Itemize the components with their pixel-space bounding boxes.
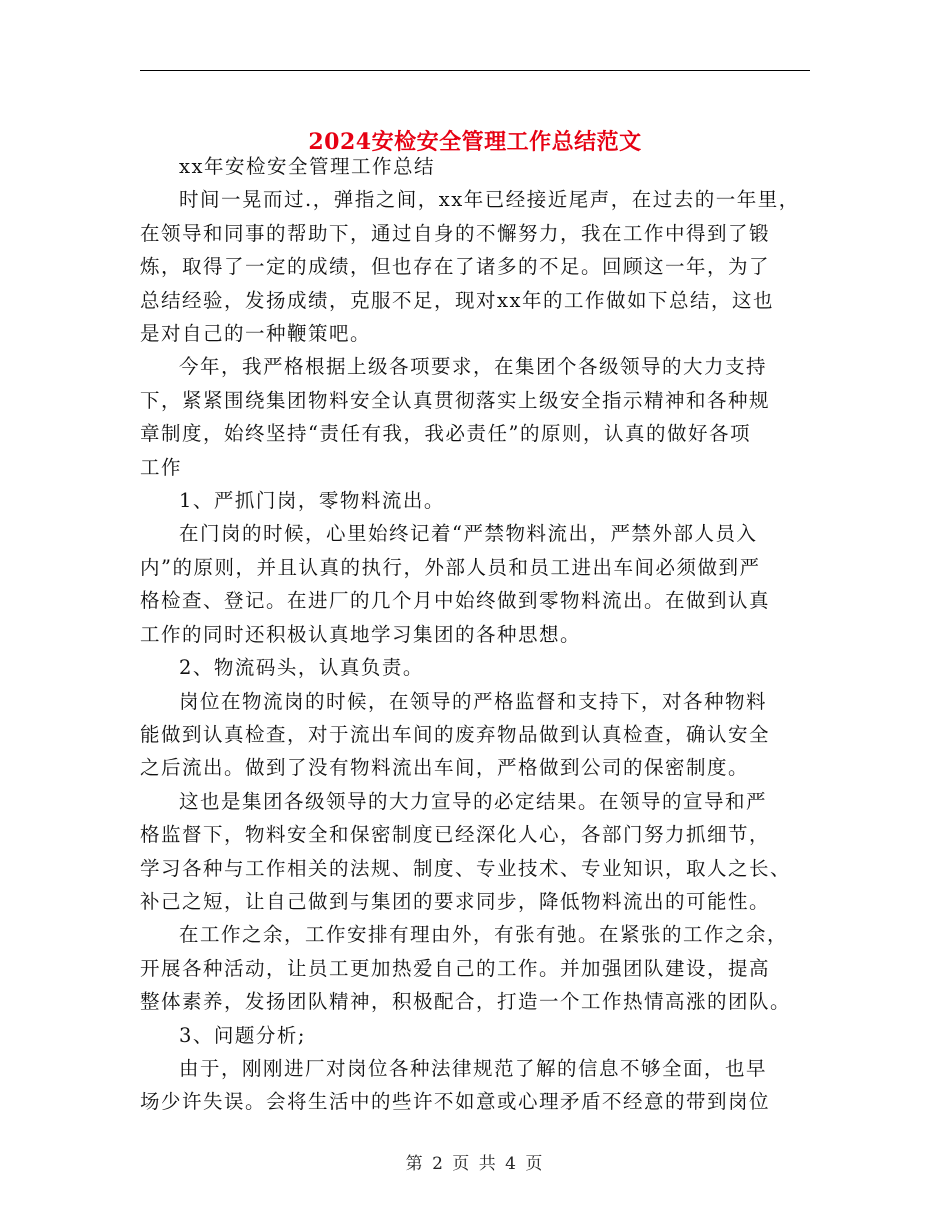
header-rule xyxy=(140,70,810,71)
page-number-footer: 第 2 页 共 4 页 xyxy=(405,1154,545,1174)
overview-paragraph: 今年，我严格根据上级各项要求，在集团个各级领导的大力支持 下，紧紧围绕集团物料安全认真贯彻落实上级安全指示精神和各种规 章制度，始终坚持“责任有我，我必责任”的原则，认真的做好各项 工作 xyxy=(140,355,771,479)
intro-paragraph: 时间一晃而过.，弹指之间，xx年已经接近尾声，在过去的一年里， 在领导和同事的帮助下，通过自身的不懈努力，我在工作中得到了锻 炼，取得了一定的成绩，但也存在了诸多的不足。回顾这一年，为了 总结经验，发扬成绩，克服不足，现对xx年的工作做如下总结，这也 是对自己的一种鞭策吧。 xyxy=(140,188,800,346)
document-body xyxy=(140,150,830,1119)
section-2-paragraph-b: 这也是集团各级领导的大力宣导的必定结果。在领导的宣导和严 格监督下，物料安全和保密制度已经深化人心，各部门努力抓细节， 学习各种与工作相关的法规、制度、专业技术、专业知识，取人之长、 补己之短，让自己做到与集团的要求同步，降低物料流出的可能性。 xyxy=(140,789,792,913)
section-heading-3: 3、问题分析; xyxy=(179,1023,306,1047)
section-2-paragraph-c: 在工作之余，工作安排有理由外，有张有弛。在紧张的工作之余， 开展各种活动，让员工更加热爱自己的工作。并加强团队建设，提高 整体素养，发扬团队精神，积极配合，打造一个工作热情高涨的团队。 xyxy=(140,923,792,1014)
section-heading-1: 1、严抓门岗，零物料流出。 xyxy=(179,489,445,513)
subtitle-paragraph: xx年安检安全管理工作总结 xyxy=(179,155,435,178)
document-title: 2024安检安全管理工作总结范文 xyxy=(308,128,642,155)
section-3-paragraph: 由于，刚刚进厂对岗位各种法律规范了解的信息不够全面，也早 场少许失误。会将生活中的些许不如意或心理矛盾不经意的带到岗位 xyxy=(140,1056,771,1114)
section-1-paragraph: 在门岗的时候，心里始终记着“严禁物料流出，严禁外部人员入 内”的原则，并且认真的执行，外部人员和员工进出车间必须做到严 格检查、登记。在进厂的几个月中始终做到零物料流出。在做到认真 工作的同时还积极认真地学习集团的各种思想。 xyxy=(140,522,771,646)
section-2-paragraph: 岗位在物流岗的时候，在领导的严格监督和支持下，对各种物料 能做到认真检查，对于流出车间的废弃物品做到认真检查，确认安全 之后流出。做到了没有物料流出车间，严格做到公司的保密制度。 xyxy=(140,689,771,780)
section-heading-2: 2、物流码头，认真负责。 xyxy=(179,656,424,680)
